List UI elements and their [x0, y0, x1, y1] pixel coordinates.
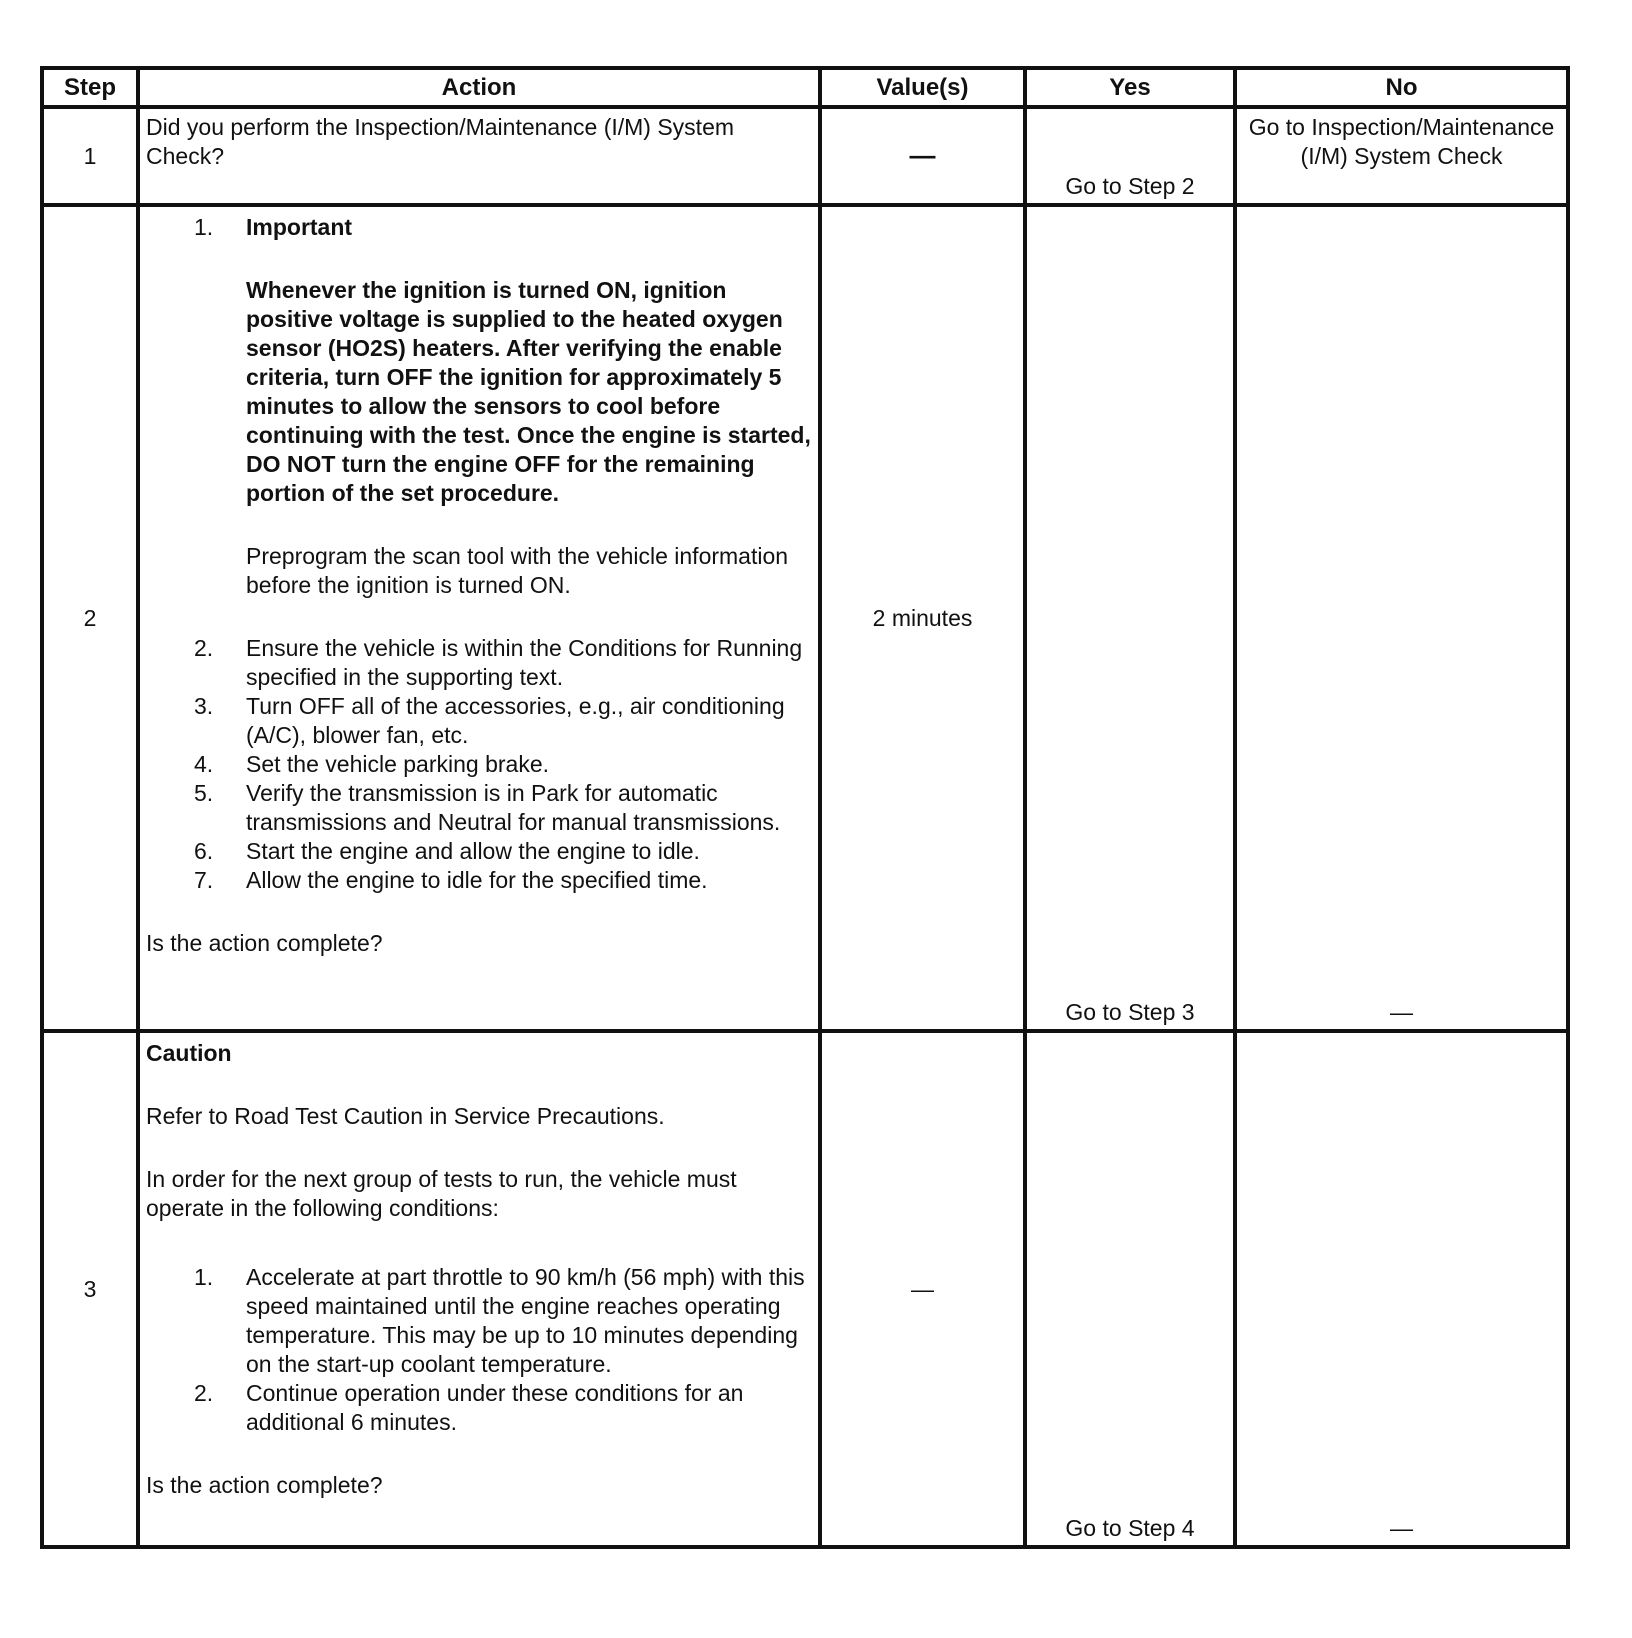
value-dash: — — [909, 140, 936, 170]
no-value: — — [1235, 1031, 1568, 1547]
list-item — [146, 213, 812, 634]
action-list — [146, 1263, 812, 1437]
important-text: Whenever the ignition is turned ON, ignition positive voltage is supplied to the heated oxygen sensor (HO2S) heaters. After verifying the enable criteria, turn OFF the ignition for approximately 5 minutes to allow the sensors to cool before continuing with the test. Once the engine is started, DO NOT turn the engine OFF for the remaining portion of the set procedure. — [246, 277, 811, 506]
action-question: Is the action complete? — [146, 1472, 383, 1498]
list-item-number: 6. — [194, 838, 214, 864]
list-item-text: Accelerate at part throttle to 90 km/h (56 mph) with this speed maintained until the engine reaches operating temperature. This may be up to 10 minutes depending on the start-up coolant temperature. — [246, 1264, 805, 1377]
yes-link[interactable]: Go to Step 4 — [1025, 1031, 1235, 1547]
table-row-step-1 — [42, 107, 1568, 205]
list-item-text: Continue operation under these conditions for an additional 6 minutes. — [246, 1380, 744, 1435]
yes-link[interactable]: Go to Step 3 — [1025, 205, 1235, 1031]
list-item-number: 3. — [194, 693, 214, 719]
list-item — [146, 634, 812, 692]
step-number: 2 — [42, 205, 138, 1031]
list-item-text: Ensure the vehicle is within the Conditions for Running specified in the supporting text. — [246, 635, 803, 690]
yes-link[interactable]: Go to Step 2 — [1025, 107, 1235, 205]
table-row-step-2 — [42, 205, 1568, 1031]
list-item-number: 1. — [194, 214, 214, 240]
list-item — [146, 837, 812, 866]
caution-title: Caution — [146, 1040, 232, 1066]
action-list — [146, 213, 812, 895]
action-question: Is the action complete? — [146, 930, 383, 956]
action-question: Did you perform the Inspection/Maintenance (I/M) System Check? — [146, 114, 735, 169]
header-action: Action — [138, 68, 820, 107]
list-item-number: 2. — [194, 635, 214, 661]
caution-text: Refer to Road Test Caution in Service Precautions. — [146, 1103, 665, 1129]
list-item — [146, 1263, 812, 1379]
list-item-text: Allow the engine to idle for the specified time. — [246, 867, 708, 893]
no-link[interactable]: Go to Inspection/Maintenance (I/M) System Check — [1235, 107, 1568, 205]
list-item — [146, 779, 812, 837]
list-item — [146, 1379, 812, 1437]
no-value: — — [1235, 205, 1568, 1031]
value-cell: 2 minutes — [820, 205, 1025, 1031]
header-row — [42, 68, 1568, 107]
list-item-text: Set the vehicle parking brake. — [246, 751, 550, 777]
list-item-text: Turn OFF all of the accessories, e.g., air conditioning (A/C), blower fan, etc. — [246, 693, 785, 748]
list-item-number: 4. — [194, 751, 214, 777]
header-values: Value(s) — [820, 68, 1025, 107]
list-item — [146, 866, 812, 895]
list-item-number: 5. — [194, 780, 214, 806]
header-step: Step — [42, 68, 138, 107]
header-yes: Yes — [1025, 68, 1235, 107]
list-item — [146, 692, 812, 750]
important-title: Important — [246, 214, 353, 240]
header-no: No — [1235, 68, 1568, 107]
action-cell — [138, 107, 820, 205]
action-cell — [138, 205, 820, 1031]
step-number: 3 — [42, 1031, 138, 1547]
action-cell — [138, 1031, 820, 1547]
diagnostic-table — [40, 66, 1570, 1549]
list-item — [146, 750, 812, 779]
list-item-number: 1. — [194, 1264, 214, 1290]
preprogram-note: Preprogram the scan tool with the vehicle information before the ignition is turned ON. — [246, 543, 789, 598]
table-row-step-3 — [42, 1031, 1568, 1547]
list-item-number: 2. — [194, 1380, 214, 1406]
list-item-number: 7. — [194, 867, 214, 893]
list-item-text: Start the engine and allow the engine to idle. — [246, 838, 700, 864]
value-cell: — — [820, 1031, 1025, 1547]
conditions-intro: In order for the next group of tests to run, the vehicle must operate in the following conditions: — [146, 1166, 737, 1221]
list-item-text: Verify the transmission is in Park for automatic transmissions and Neutral for manual transmissions. — [246, 780, 781, 835]
value-cell — [820, 107, 1025, 205]
step-number: 1 — [42, 107, 138, 205]
